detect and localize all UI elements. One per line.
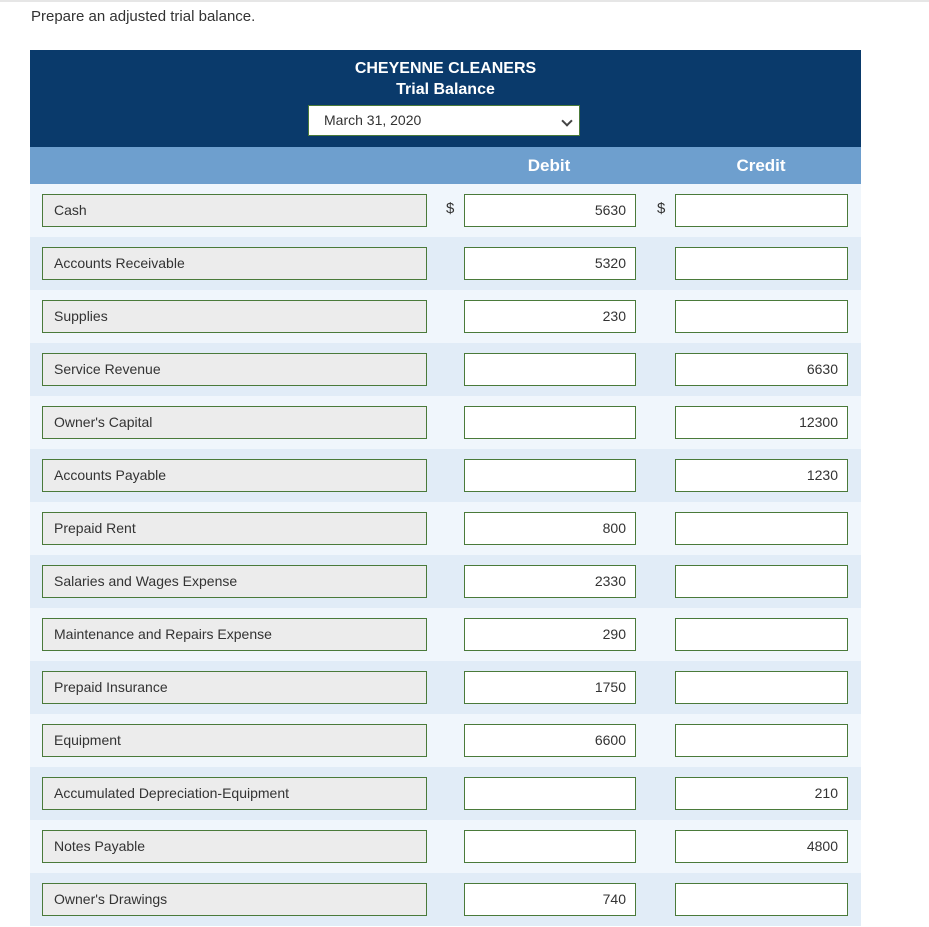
- table-row: [30, 396, 861, 449]
- table-row: [30, 237, 861, 290]
- table-row: [30, 767, 861, 820]
- debit-amount-input[interactable]: [464, 406, 636, 439]
- table-row: [30, 290, 861, 343]
- credit-amount-input[interactable]: [675, 300, 848, 333]
- debit-column-header: Debit: [527, 156, 571, 175]
- account-name-input[interactable]: Prepaid Rent: [42, 512, 427, 545]
- instruction-text: Prepare an adjusted trial balance.: [31, 8, 256, 25]
- account-name-input[interactable]: Salaries and Wages Expense: [42, 565, 427, 598]
- debit-amount-input[interactable]: [464, 353, 636, 386]
- debit-amount-input[interactable]: 800: [464, 512, 636, 545]
- account-name-input[interactable]: Accounts Payable: [42, 459, 427, 492]
- credit-amount-input[interactable]: 4800: [675, 830, 848, 863]
- table-row: [30, 714, 861, 767]
- date-dropdown-value: March 31, 2020: [324, 112, 422, 128]
- account-name-input[interactable]: Accounts Receivable: [42, 247, 427, 280]
- debit-amount-input[interactable]: 5320: [464, 247, 636, 280]
- account-name-input[interactable]: Prepaid Insurance: [42, 671, 427, 704]
- worksheet-header: [30, 50, 861, 147]
- credit-currency-symbol: $: [657, 200, 666, 217]
- credit-amount-input[interactable]: [675, 512, 848, 545]
- top-divider: [0, 0, 929, 2]
- credit-amount-input[interactable]: 12300: [675, 406, 848, 439]
- trial-balance-worksheet: [30, 50, 861, 926]
- account-name-input[interactable]: Notes Payable: [42, 830, 427, 863]
- account-name-input[interactable]: Service Revenue: [42, 353, 427, 386]
- account-name-input[interactable]: Maintenance and Repairs Expense: [42, 618, 427, 651]
- credit-amount-input[interactable]: [675, 247, 848, 280]
- debit-amount-input[interactable]: 290: [464, 618, 636, 651]
- credit-amount-input[interactable]: 210: [675, 777, 848, 810]
- debit-amount-input[interactable]: 2330: [464, 565, 636, 598]
- table-row: [30, 343, 861, 396]
- credit-column-header: Credit: [736, 156, 786, 175]
- account-name-input[interactable]: Equipment: [42, 724, 427, 757]
- account-name-input[interactable]: Owner's Capital: [42, 406, 427, 439]
- debit-amount-input[interactable]: 230: [464, 300, 636, 333]
- date-dropdown[interactable]: [308, 105, 580, 136]
- table-row: [30, 502, 861, 555]
- debit-amount-input[interactable]: [464, 777, 636, 810]
- chevron-down-icon: [561, 115, 572, 126]
- table-row: [30, 608, 861, 661]
- credit-amount-input[interactable]: [675, 671, 848, 704]
- debit-amount-input[interactable]: [464, 830, 636, 863]
- account-name-input[interactable]: Cash: [42, 194, 427, 227]
- table-row: [30, 184, 861, 237]
- debit-amount-input[interactable]: 1750: [464, 671, 636, 704]
- table-row: [30, 449, 861, 502]
- credit-amount-input[interactable]: 6630: [675, 353, 848, 386]
- company-name: CHEYENNE CLEANERS: [354, 60, 537, 77]
- credit-amount-input[interactable]: [675, 194, 848, 227]
- debit-amount-input[interactable]: 6600: [464, 724, 636, 757]
- account-name-input[interactable]: Owner's Drawings: [42, 883, 427, 916]
- statement-title: Trial Balance: [396, 81, 495, 98]
- table-row: [30, 661, 861, 714]
- debit-amount-input[interactable]: 740: [464, 883, 636, 916]
- credit-amount-input[interactable]: [675, 883, 848, 916]
- credit-amount-input[interactable]: [675, 724, 848, 757]
- table-row: [30, 820, 861, 873]
- debit-amount-input[interactable]: 5630: [464, 194, 636, 227]
- debit-amount-input[interactable]: [464, 459, 636, 492]
- credit-amount-input[interactable]: [675, 565, 848, 598]
- column-header-row: [30, 147, 861, 184]
- table-row: [30, 873, 861, 926]
- debit-currency-symbol: $: [446, 200, 455, 217]
- account-name-input[interactable]: Supplies: [42, 300, 427, 333]
- credit-amount-input[interactable]: [675, 618, 848, 651]
- credit-amount-input[interactable]: 1230: [675, 459, 848, 492]
- table-row: [30, 555, 861, 608]
- account-name-input[interactable]: Accumulated Depreciation-Equipment: [42, 777, 427, 810]
